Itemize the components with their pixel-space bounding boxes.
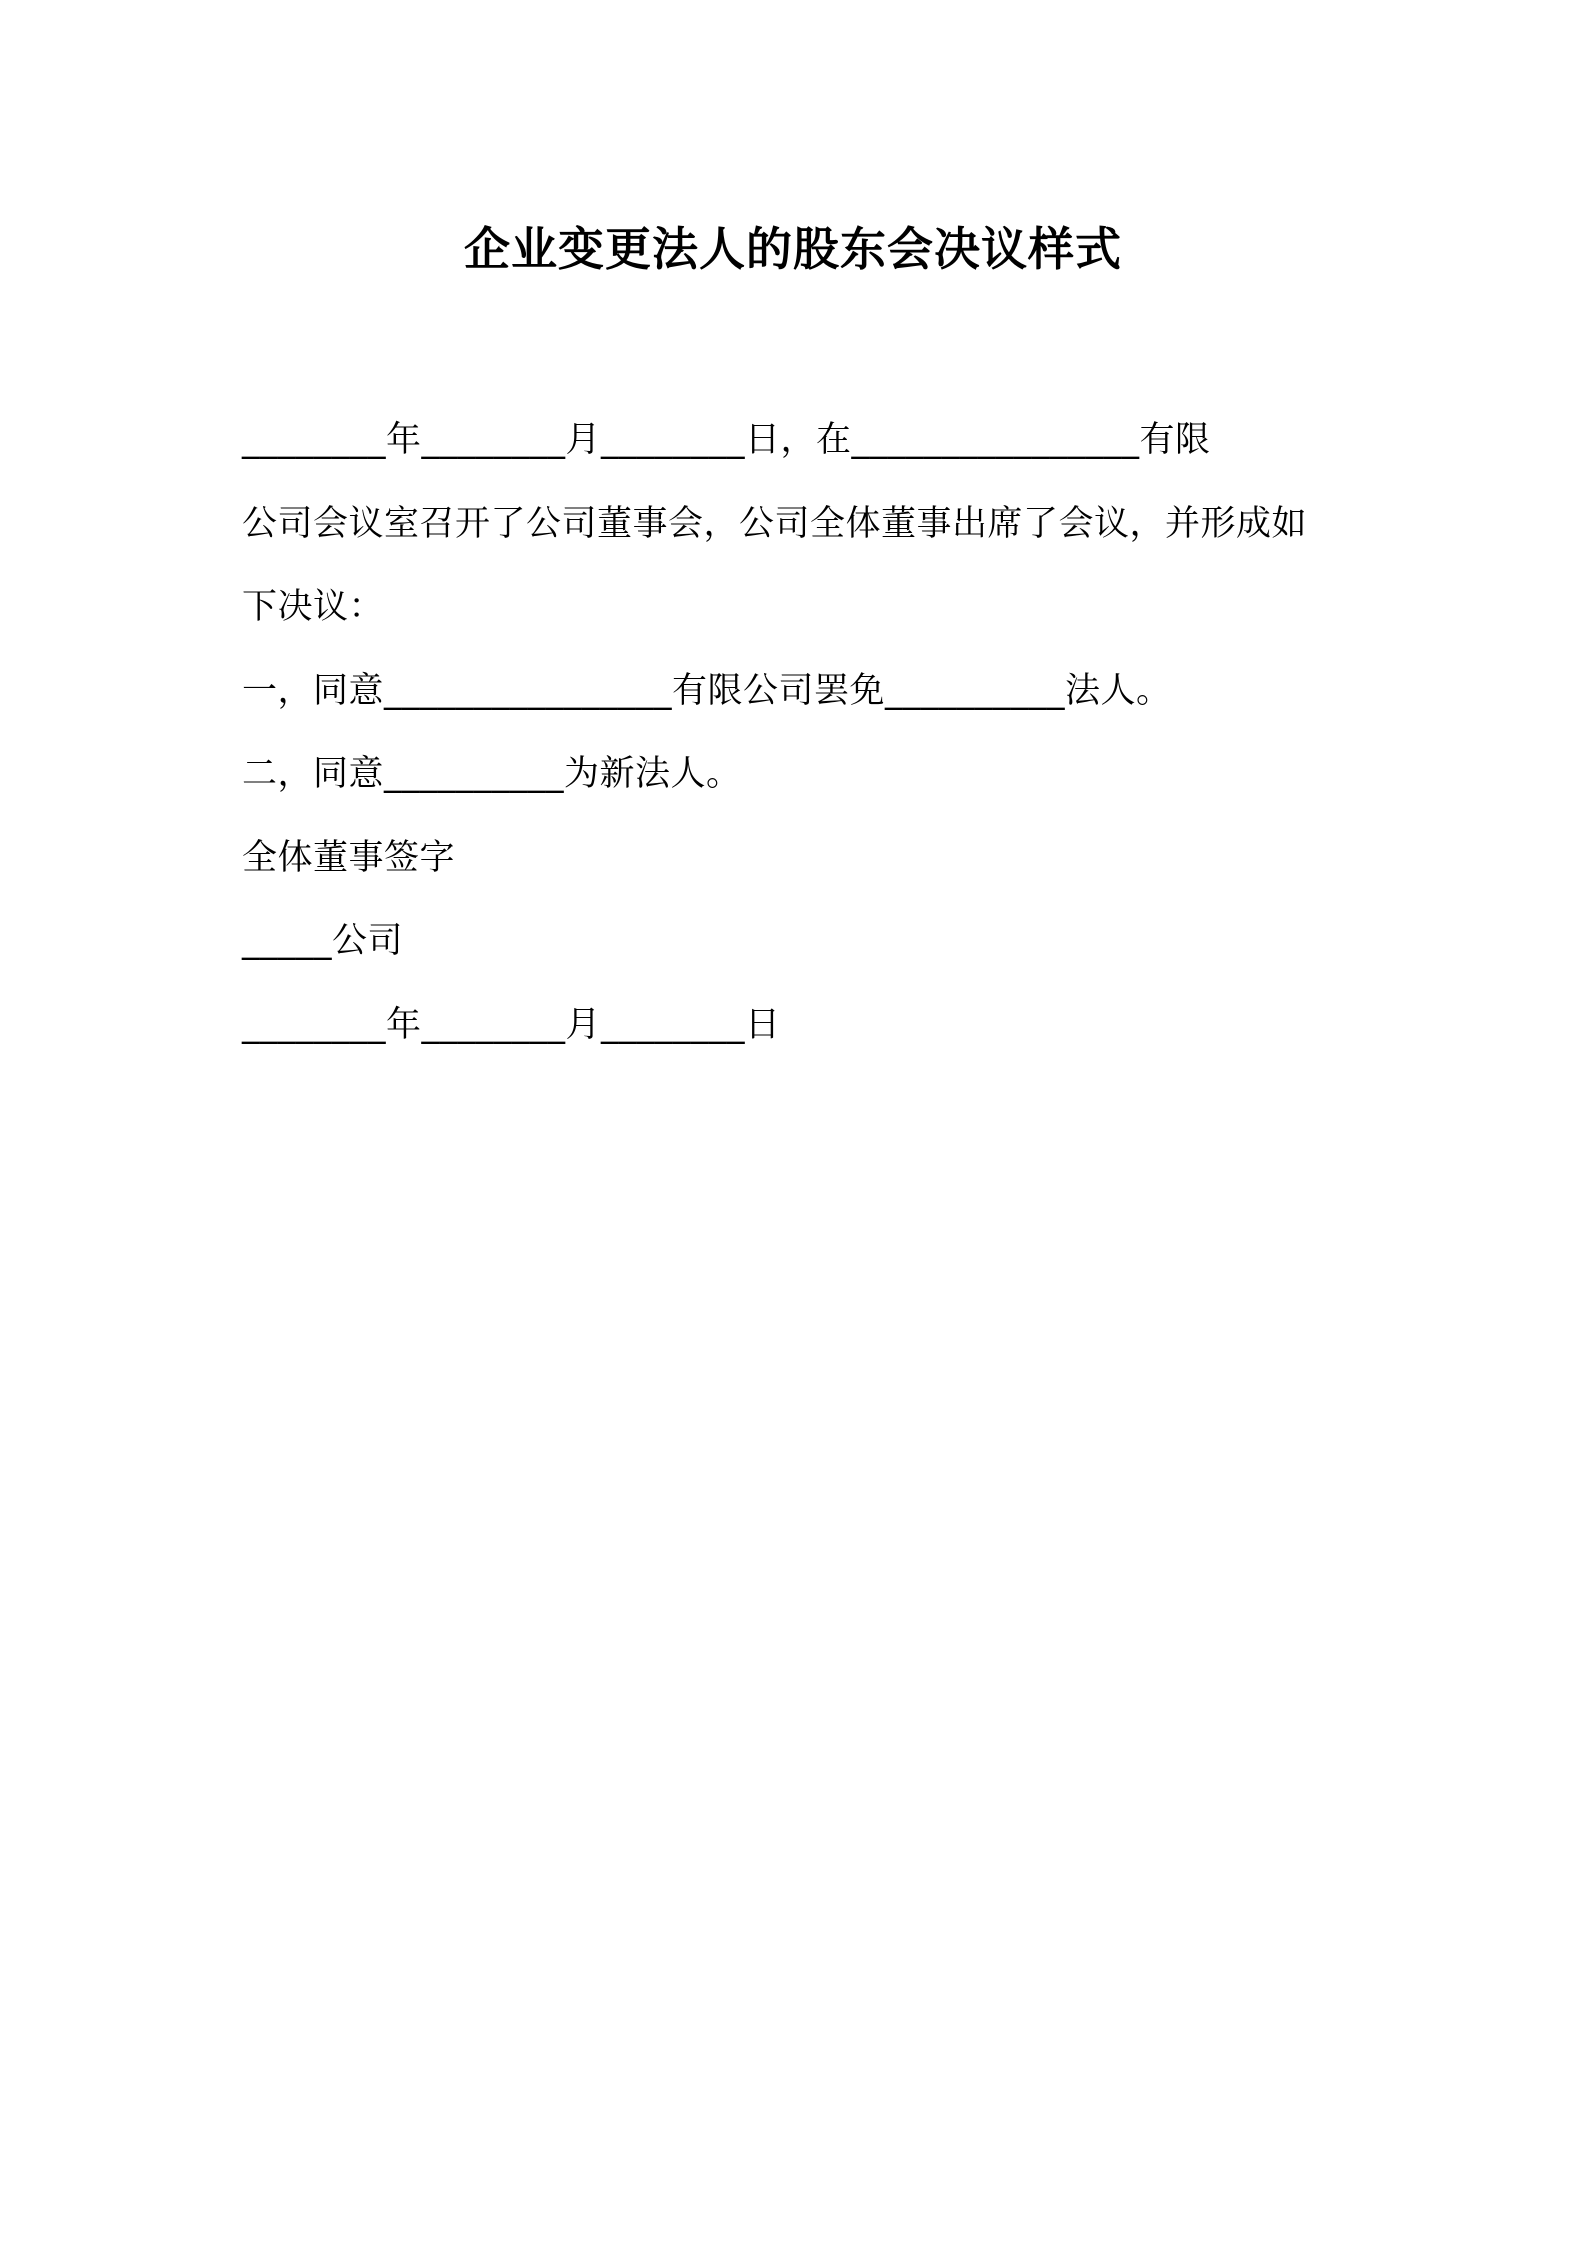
resolution-intro-line: 下决议：: [242, 587, 385, 627]
directors-signature-label: 全体董事签字: [242, 837, 456, 878]
resolution-item-two: 二，同意__________为新法人。: [242, 754, 742, 794]
meeting-date-place-line: ________年________月________日，在________________有限: [242, 420, 1211, 460]
company-name-line: _____公司: [242, 921, 404, 961]
document-title: 企业变更法人的股东会决议样式: [464, 222, 1122, 276]
resolution-item-one: 一，同意________________有限公司罢免__________法人。: [242, 670, 1172, 711]
signing-date-line: ________年________月________日: [242, 1004, 781, 1045]
meeting-description-line: 公司会议室召开了公司董事会，公司全体董事出席了会议，并形成如: [242, 503, 1308, 544]
document-body: [242, 399, 1362, 1067]
